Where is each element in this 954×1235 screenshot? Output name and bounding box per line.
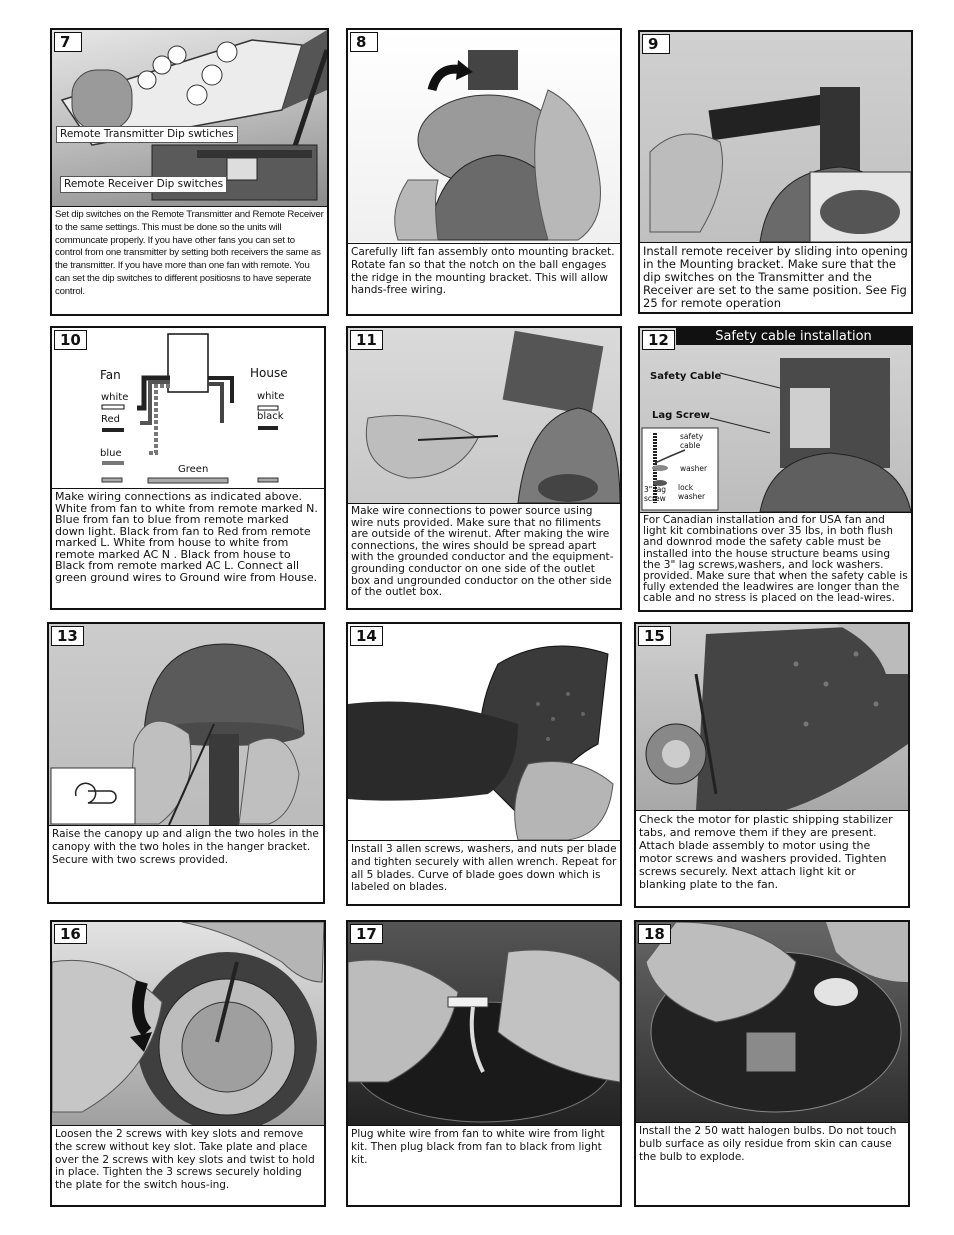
plug-wire-illustration [348,922,620,1125]
step-9-caption: Install remote receiver by sliding into opening in the Mounting bracket. Make sure that the dip switches on the Transmitter and the Receiver are set to the same position. See Fig 25 for remote operation [640,242,911,312]
step-11-photo [348,328,620,503]
step-9-panel [638,30,913,314]
fan-red-label: Red [101,414,120,425]
step-18-panel [634,920,910,1207]
step-number: 18 [638,924,671,944]
step-17-panel [346,920,622,1207]
step-14-panel [346,622,622,906]
fan-white-label: white [101,392,129,403]
safety-cable-label: Safety Cable [650,371,722,382]
inset-safety-cable-label: safety cable [680,432,704,450]
house-black-label: black [257,411,284,422]
blade-bracket-illustration [348,624,620,840]
step-10-panel [50,326,326,610]
step-17-photo [348,922,620,1125]
step-15-caption: Check the motor for plastic shipping stabilizer tabs, and remove them if they are present. Attach blade assembly to motor using the motor screws and washers provided. Tighten screws securely. Next attach light kit or blanking plate to the fan. [636,810,908,906]
inset-lag-screw-label: 3" lag screw [644,485,667,503]
safety-cable-title: Safety cable installation [676,328,911,345]
step-number: 7 [54,32,82,52]
step-number: 15 [638,626,671,646]
step-9-photo [640,32,911,242]
inset-washer-label: washer [680,464,708,473]
remote-receiver-illustration [640,32,911,242]
wire-nut-illustration [348,328,620,503]
fan-label: Fan [100,368,121,382]
step-10-diagram [52,328,324,488]
step-13-caption: Raise the canopy up and align the two holes in the canopy with the two holes in the hanger bracket. Secure with two screws provided. [49,825,323,902]
step-number: 12 [642,330,675,350]
inset-lock-washer-label: lock washer [678,483,706,501]
house-white-label: white [257,391,285,402]
step-8-panel [346,28,622,316]
step-16-photo [52,922,324,1125]
motor-illustration [636,624,908,810]
fan-blue-label: blue [100,448,122,459]
step-16-panel [50,920,326,1207]
lag-screw-label: Lag Screw [652,410,710,421]
step-15-photo [636,624,908,810]
halogen-bulb-illustration [636,922,908,1122]
step-12-photo [640,328,911,512]
step-number: 13 [51,626,84,646]
step-number: 14 [350,626,383,646]
step-number: 9 [642,34,670,54]
step-16-caption: Loosen the 2 screws with key slots and remove the screw without key slot. Take plate and place over the 2 screws with key slots and twist to hold in place. Tighten the 3 screws securely holding the plate for the switch hous-ing. [52,1125,324,1205]
ground-green-label: Green [178,464,209,475]
step-8-photo [348,30,620,242]
step-number: 8 [350,32,378,52]
step-7-caption: Set dip switches on the Remote Transmitter and Remote Receiver to the same settings. This must be done so the units will communcate properly. If you have other fans you can set to control from one transmitter by setting both receivers the same as the transmitter. If you have more than one fan with remote. You can set the dip switches to different positiosns to have seperate control. [52,206,327,314]
step-14-photo [348,624,620,840]
receiver-dip-label: Remote Receiver Dip switches [60,176,227,193]
step-12-panel [638,326,913,612]
step-12-caption: For Canadian installation and for USA fan and light kit combinations over 35 lbs, in both flush and downrod mode the safety cable must be installed into the house structure beams using the 3" lag screws,washers, and lock washers. provided. Make sure that when the safety cable is fully extended the leadwires are longer than the cable and no stress is placed on the lead-wires. [640,512,911,610]
step-number: 10 [54,330,87,350]
step-11-panel [346,326,622,610]
step-11-caption: Make wire connections to power source using wire nuts provided. Make sure that no filiments are outside of the wirenut. After making the wire connections, the wires should be spread apart with the grounded conductor and the equipment-grounding conductor on one side of the outlet box and ungrounded conductor on the other side of the outlet box. [348,503,620,608]
step-17-caption: Plug white wire from fan to white wire from light kit. Then plug black from fan to black from light kit. [348,1125,620,1205]
step-10-caption: Make wiring connections as indicated above. White from fan to white from remote marked N. Blue from fan to blue from remote marked down light. Black from fan to Red from remote marked L. White from house to white from remote marked AC N . Black from house to Black from remote marked AC L. Connect all green ground wires to Ground wire from House. [52,488,324,608]
step-14-caption: Install 3 allen screws, washers, and nuts per blade and tighten securely with allen wrench. Repeat for all 5 blades. Curve of blade goes down which is labeled on blades. [348,840,620,904]
step-8-caption: Carefully lift fan assembly onto mounting bracket. Rotate fan so that the notch on the ball engages the ridge in the mounting bracket. This will allow hands-free wiring. [348,243,620,314]
step-13-panel [47,622,325,904]
house-label: House [250,366,288,380]
step-7-panel [50,28,329,316]
step-18-photo [636,922,908,1122]
transmitter-dip-label: Remote Transmitter Dip swtiches [56,126,238,143]
canopy-illustration [49,624,323,825]
step-number: 17 [350,924,383,944]
step-number: 16 [54,924,87,944]
step-number: 11 [350,330,383,350]
step-15-panel [634,622,910,908]
step-18-caption: Install the 2 50 watt halogen bulbs. Do not touch bulb surface as oily residue from skin can cause the bulb to explode. [636,1122,908,1205]
step-7-photo [52,30,327,206]
step-13-photo [49,624,323,825]
fan-lift-illustration [348,30,620,242]
switch-plate-illustration [52,922,324,1125]
